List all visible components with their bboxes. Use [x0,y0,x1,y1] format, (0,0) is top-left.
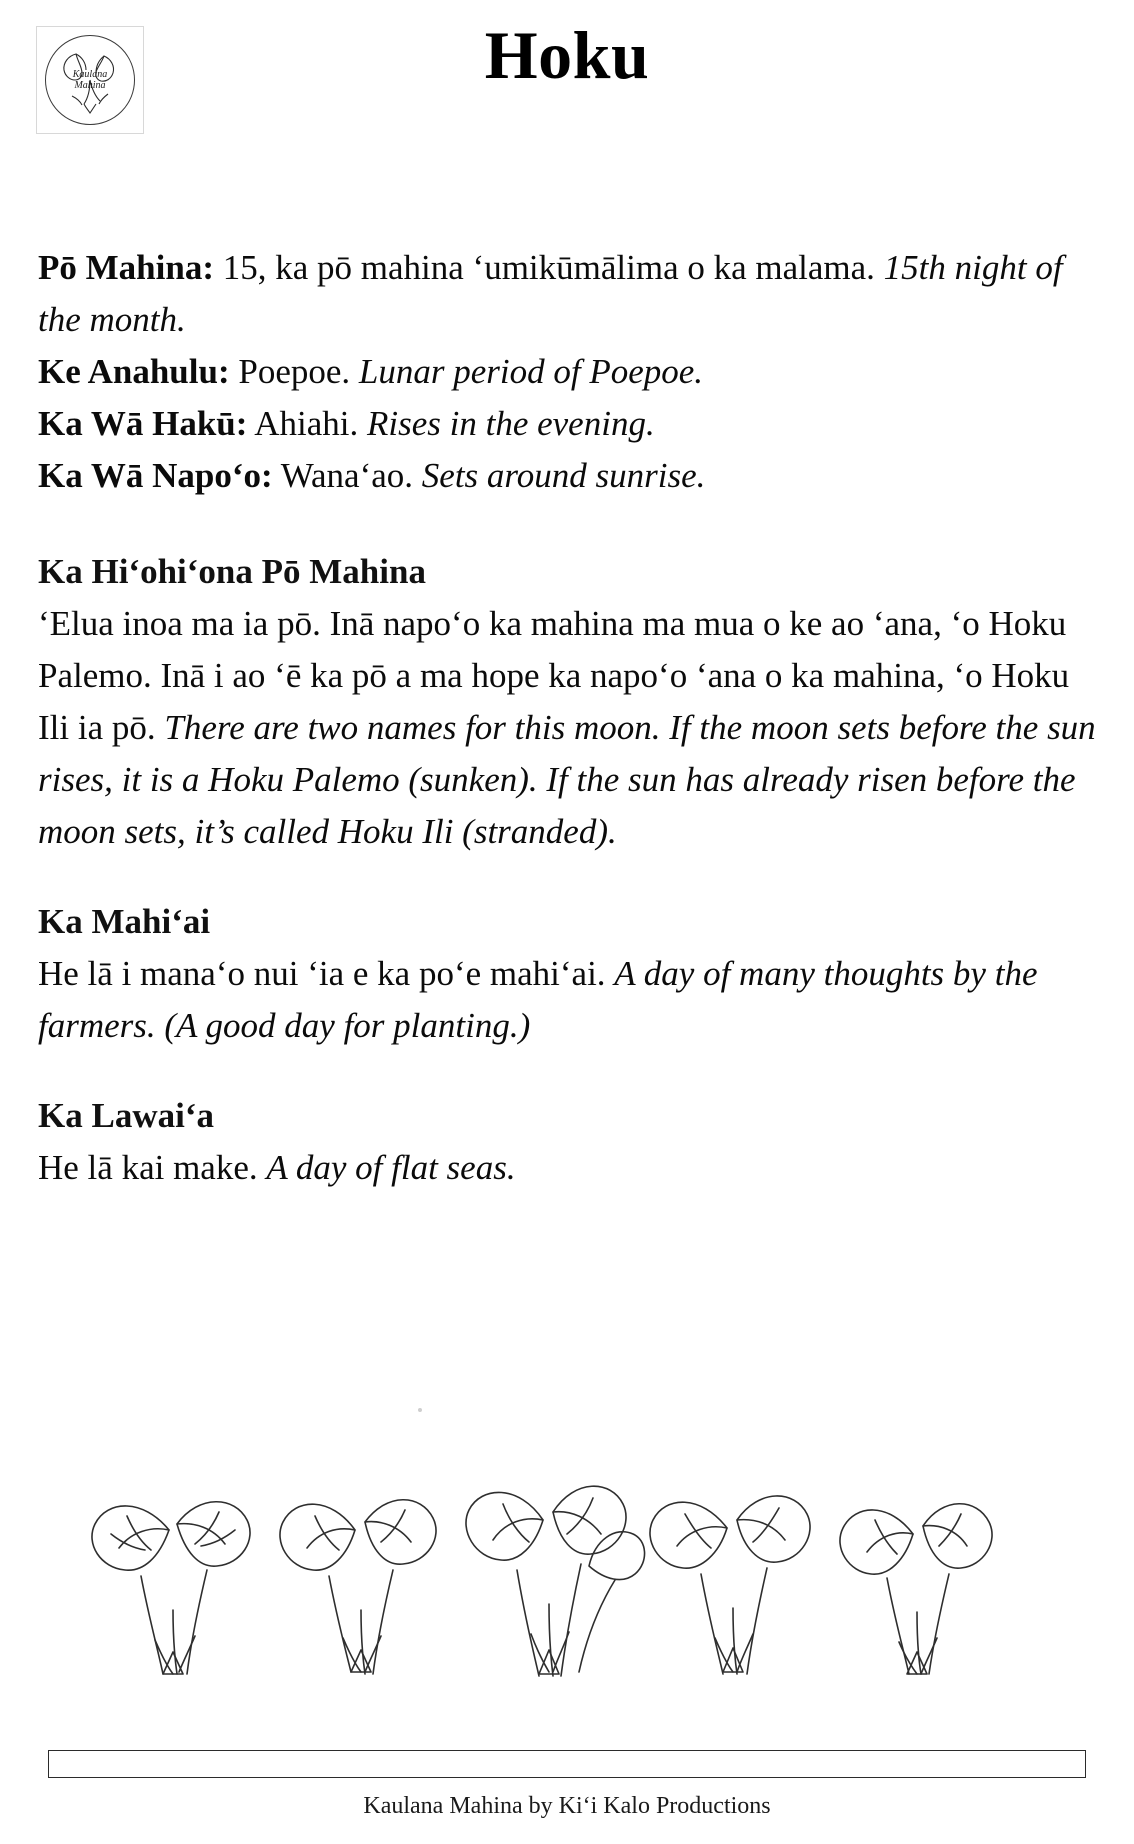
logo-line-2: Mahina [74,80,106,91]
fact-hawaiian: Wanaʻao. [280,456,414,495]
fact-hawaiian: 15, ka pō mahina ʻumikūmālima o ka malama. [222,248,875,287]
fact-label: Ke Anahulu: [38,352,230,391]
paragraph-english: There are two names for this moon. If the moon sets before the sun rises, it is a Hoku Palemo (sunken). If the sun has already risen before the moon sets, it’s called Hoku Ili (stranded). [38,708,1096,851]
paragraph-hawaiian: ʻElua inoa ma ia pō. Inā napoʻo ka mahina ma mua o ke ao ʻana, ʻo Hoku Palemo. Inā i ao ʻē ka pō a ma hope ka napoʻo ʻana o ka mahina, ʻo Hoku Ili ia pō. [38,604,1070,747]
section-hiohiona-po-mahina [38,546,1096,858]
page-header [0,0,1134,150]
fact-row-ke-anahulu [38,346,1096,398]
document-body [38,242,1096,1194]
section-paragraph [38,598,1096,858]
ground-bar [48,1750,1086,1778]
section-heading: Ka Mahiʻai [38,902,211,941]
footer-credit: Kaulana Mahina by Kiʻi Kalo Productions [363,1793,771,1819]
section-paragraph [38,1142,1096,1194]
section-ka-lawaia [38,1090,1096,1194]
fact-row-ka-wa-haku [38,398,1096,450]
kalo-taro-plants-illustration [0,1470,1134,1770]
moon-facts-list [38,242,1096,502]
paragraph-hawaiian: He lā i manaʻo nui ʻia e ka poʻe mahiʻai. [38,954,606,993]
fact-english: Sets around sunrise. [421,456,706,495]
section-heading: Ka Hiʻohiʻona Pō Mahina [38,552,426,591]
section-paragraph [38,948,1096,1052]
fact-label: Ka Wā Napoʻo: [38,456,273,495]
page-title: Hoku [484,17,650,93]
fact-hawaiian: Ahiahi. [254,404,359,443]
paragraph-english: A day of many thoughts by the farmers. (A good day for planting.) [38,954,1038,1045]
section-heading: Ka Lawaiʻa [38,1096,214,1135]
fact-row-po-mahina [38,242,1096,346]
section-ka-mahiai [38,896,1096,1052]
page-dot-mark [418,1408,422,1412]
fact-label: Pō Mahina: [38,248,214,287]
fact-english: Rises in the evening. [367,404,655,443]
fact-label: Ka Wā Hakū: [38,404,248,443]
logo-line-1: Kaulana [72,69,108,80]
fact-hawaiian: Poepoe. [238,352,351,391]
paragraph-english: A day of flat seas. [266,1148,516,1187]
fact-english: 15th night of the month. [38,248,1063,339]
fact-english: Lunar period of Poepoe. [358,352,704,391]
paragraph-hawaiian: He lā kai make. [38,1148,258,1187]
fact-row-ka-wa-napoo [38,450,1096,502]
